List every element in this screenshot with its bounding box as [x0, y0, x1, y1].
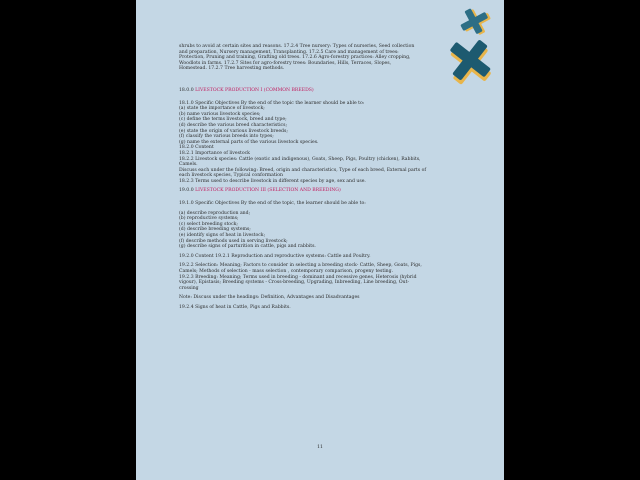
- text-line: crossing: [179, 285, 199, 291]
- text-line: 19.1.0 Specific Objectives By the end of the topic, the learner should be able to:: [179, 201, 366, 207]
- text-line: Camels; Methods of selection - mass selection , contemporary comparison, progeny testing.: [179, 269, 394, 274]
- text-line: Discuss each under the following: Breed, origin and characteristics, Type of each breed, External parts of: [179, 167, 427, 173]
- note-line: Note: Discuss under the headings: Definition, Advantages and Disadvantages: [179, 295, 360, 301]
- section-title: LIVESTOCK PRODUCTION III (SELECTION AND BREEDING): [195, 188, 341, 194]
- list-item: (c) select breeding stock;: [179, 221, 238, 227]
- text-line: 18.2.1 Importance of livestock: [179, 150, 250, 156]
- text-line: 18.1.0 Specific Objectives By the end of the topic the learner should be able to:: [179, 100, 365, 106]
- list-item: (a) describe reproduction and;: [179, 210, 251, 216]
- text-line: 18.2.3 Terms used to describe livestock in different species by age, sex and use.: [179, 178, 366, 184]
- text-line: 19.2.3 Breeding: Meaning; Terms used in breeding - dominant and recessive genes, Heterosis (hybrid: [179, 274, 417, 280]
- text-line: 18.2.0 Content: [179, 145, 214, 151]
- small-cross-icon: [454, 6, 494, 36]
- text-line: Homestead. 17.2.7 Tree harvesting methods.: [179, 66, 285, 72]
- list-item: (f) classify the various breeds into types;: [179, 134, 274, 140]
- text-line: Camels.: [179, 162, 198, 168]
- large-cross-icon: [442, 34, 498, 86]
- list-item: (f) describe methods used in serving livestock;: [179, 238, 288, 244]
- list-item: (g) name the external parts of the various livestock species.: [179, 139, 319, 145]
- section-title: LIVESTOCK PRODUCTION I (COMMON BREEDS): [195, 87, 314, 93]
- list-item: (b) name various livestock species;: [179, 111, 261, 117]
- list-item: (g) describe signs of parturition in cattle, pigs and rabbits.: [179, 244, 316, 250]
- text-line: 19.2.0 Content 19.2.1 Reproduction and reproductive systems: Cattle and Poultry.: [179, 253, 371, 259]
- text-line: Woodlots in farms. 17.2.7 Sites for agro-forestry trees: Boundaries, Hills, Terraces, Slopes,: [179, 60, 392, 66]
- section-number: 19.0.0: [179, 188, 194, 194]
- text-line: 19.2.4 Signs of heat in Cattle, Pigs and Rabbits.: [179, 304, 291, 310]
- document-body: [179, 44, 449, 311]
- text-line: vigour), Epistasis; Breeding systems - Cross-breeding, Upgrading, Inbreeding, Line breeding, Out-: [179, 280, 409, 286]
- list-item: (e) identify signs of heat in livestock;: [179, 233, 266, 239]
- list-item: (b) reproductive systems;: [179, 216, 239, 222]
- list-item: (e) state the origin of various livestock breeds;: [179, 128, 288, 134]
- text-line: 19.2.2 Selection: Meaning; Factors to consider in selecting a breeding stock- Cattle, Sheep, Goats, Pigs,: [179, 263, 422, 269]
- text-line: each livestock species, Typical conformation: [179, 173, 283, 179]
- text-line: and preparation, Nursery management, Transplanting. 17.2.5 Care and management of trees:: [179, 49, 399, 55]
- text-line: 18.2.2 Livestock species: Cattle (exotic and indigenous), Goats, Sheep, Pigs, Poultry (chicken), Rabbits,: [179, 156, 421, 162]
- list-item: (c) define the terms livestock, breed and type;: [179, 117, 287, 123]
- list-item: (d) describe breeding systems;: [179, 227, 251, 233]
- text-line: Protection, Pruning and training, Grafting old trees. 17.2.6 Agro-forestry practices: Alley cropping,: [179, 55, 411, 61]
- list-item: (d) describe the various breed characteristics;: [179, 122, 288, 128]
- document-page: [136, 0, 504, 480]
- page-number: 11: [317, 445, 323, 450]
- list-item: (a) state the importance of livestock;: [179, 106, 265, 112]
- text-line: shrubs to avoid at certain sites and reasons. 17.2.4 Tree nursery: Types of nurseries, Seed collection: [179, 44, 415, 49]
- section-number: 18.0.0: [179, 87, 194, 93]
